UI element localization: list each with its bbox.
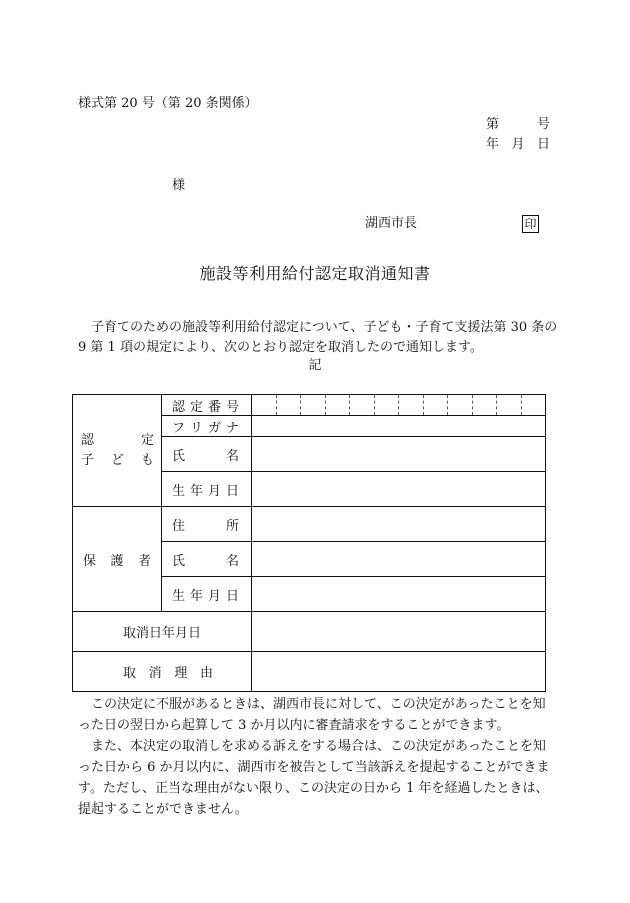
cancel-reason-field[interactable] [252, 652, 546, 692]
cancel-date-label: 取消日年月日 [73, 612, 252, 652]
document-title: 施設等利用給付認定取消通知書 [199, 264, 431, 283]
table-row [73, 395, 546, 416]
cert-number-field[interactable] [252, 395, 546, 416]
appeal-note-2: また、本決定の取消しを求める訴えをする場合は、この決定があったことを知った日から 6 か月以内に、湖西市を被告として当該訴えを提起することができます。ただし、正当な理由がない限り、この決定の日から 1 年を経過したときは、提起することができません。 [78, 739, 550, 817]
appeal-notes [78, 694, 553, 820]
date-month: 月 [511, 137, 525, 152]
intro-paragraph: 子育てのための施設等利用給付認定について、子ども・子育て支援法第 30 条の 9 第 1 項の規定により、次のとおり認定を取消したので通知します。 [78, 320, 558, 355]
furigana-label: フ リ ガ ナ [162, 416, 252, 437]
guardian-birthdate-label: 生 年 月 日 [162, 577, 252, 612]
date-day: 日 [536, 137, 550, 152]
table-row [73, 507, 546, 542]
cancel-reason-label: 取 消 理 由 [73, 652, 252, 692]
record-table [72, 394, 546, 692]
cert-number-digit-boxes [252, 395, 545, 415]
document-number [486, 117, 550, 133]
guardian-name-label: 氏 名 [162, 542, 252, 577]
document-date [486, 137, 550, 153]
guardian-address-label: 住 所 [162, 507, 252, 542]
cancel-date-field[interactable] [252, 612, 546, 652]
doc-number-prefix: 第 [486, 117, 500, 132]
guardian-birthdate-field[interactable] [252, 577, 546, 612]
table-row [73, 612, 546, 652]
ki-marker: 記 [308, 358, 322, 373]
child-birthdate-field[interactable] [252, 472, 546, 507]
date-year: 年 [486, 137, 500, 152]
guardian-name-field[interactable] [252, 542, 546, 577]
recipient-honorific: 様 [172, 178, 186, 193]
appeal-note-1: この決定に不服があるときは、湖西市長に対して、この決定があったことを知った日の翌日から起算して 3 か月以内に審査請求をすることができます。 [78, 697, 546, 733]
cert-number-label: 認 定 番 号 [162, 395, 252, 416]
doc-number-suffix: 号 [536, 117, 550, 132]
furigana-field[interactable] [252, 416, 546, 437]
child-group-label: 認 定 子 ど も [73, 395, 162, 507]
table-row [73, 652, 546, 692]
issuer-name: 湖西市長 [365, 216, 418, 231]
child-birthdate-label: 生 年 月 日 [162, 472, 252, 507]
guardian-address-field[interactable] [252, 507, 546, 542]
child-name-label: 氏 名 [162, 437, 252, 472]
form-number: 様式第 20 号（第 20 条関係） [78, 96, 258, 111]
seal-mark: 印 [522, 215, 539, 233]
guardian-group-label: 保 護 者 [73, 507, 162, 612]
child-name-field[interactable] [252, 437, 546, 472]
